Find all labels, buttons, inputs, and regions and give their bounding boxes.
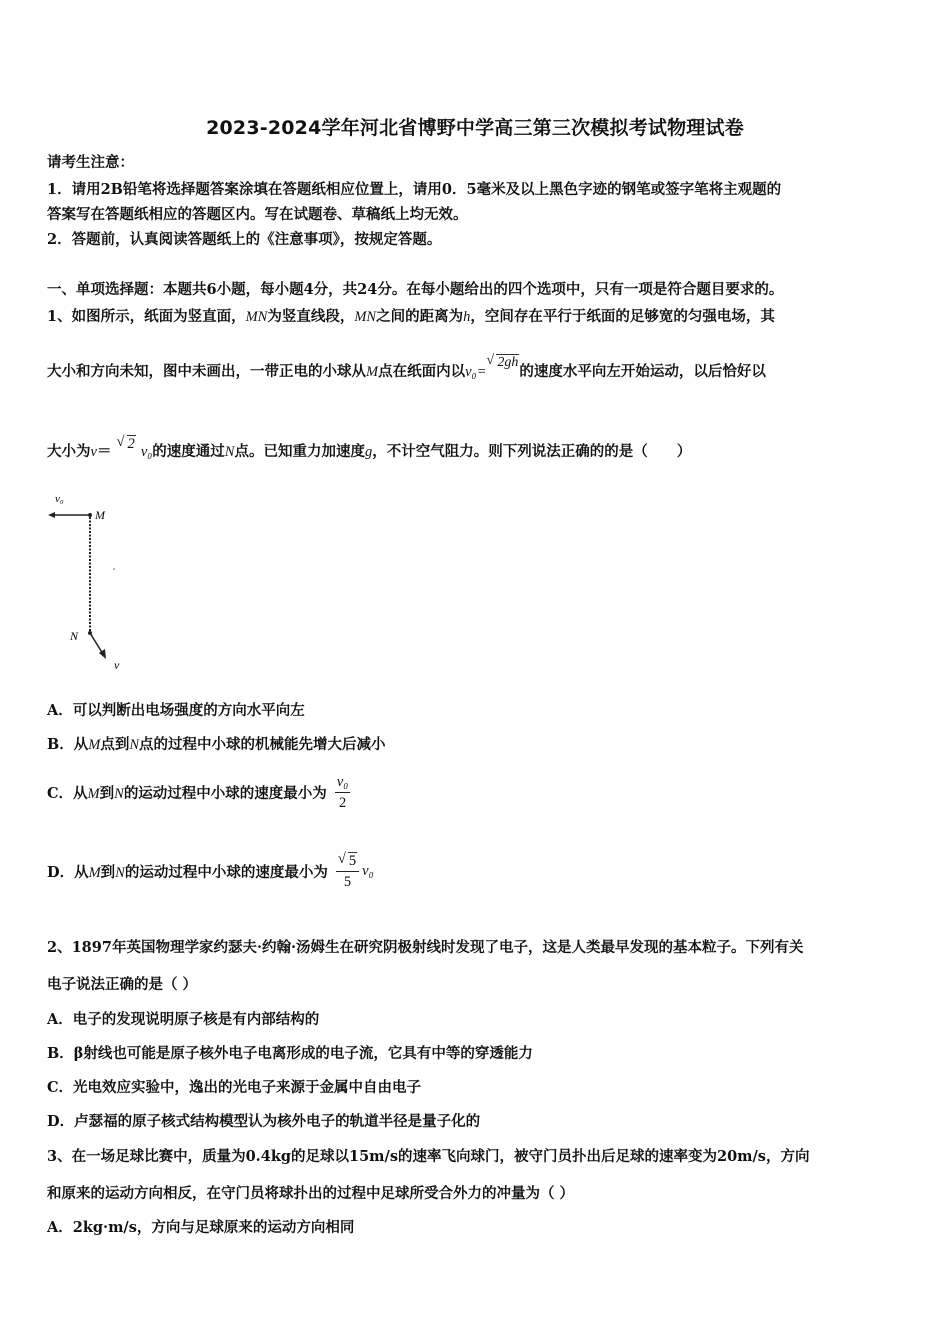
q2-line-2: 电子说法正确的是（ ） bbox=[47, 976, 198, 993]
fraction-sqrt5-over-5: √ $\frac{5}{5}$ bbox=[336, 851, 359, 892]
q1-option-d: D．从M到N的运动过程中小球的速度最小为 √ $\frac{5}{5}$ v₀ bbox=[47, 851, 374, 892]
q1-figure bbox=[40, 488, 140, 678]
q1-line-1: 1、如图所示，纸面为竖直面，MN为竖直线段，MN之间的距离为h，空间存在平行于纸面的足够宽的匀强电场，其 bbox=[47, 308, 775, 325]
notice-line-1b: 答案写在答题纸相应的答题区内。写在试题卷、草稿纸上均无效。 bbox=[47, 206, 468, 223]
fig-v-arrow bbox=[90, 633, 103, 654]
page-title: 2023-2024学年河北省博野中学高三第三次模拟考试物理试卷 bbox=[206, 117, 744, 139]
fig-label-v: v bbox=[114, 658, 120, 672]
section-1-heading: 一、单项选择题：本题共6小题，每小题4分，共24分。在每小题给出的四个选项中，只有一项是符合题目要求的。 bbox=[47, 281, 784, 298]
notice-line-2: 2．答题前，认真阅读答题纸上的《注意事项》，按规定答题。 bbox=[47, 231, 442, 248]
q1-line-3: 大小为v＝ √ 2 v₀的速度通过N点。已知重力加速度g，不计空气阻力。则下列说法正确的的是（ ） bbox=[47, 440, 691, 461]
q1-option-c: C．从M到N的运动过程中小球的速度最小为 $\frac{\text{v₀}}{2}$ bbox=[47, 774, 349, 811]
q2-option-d: D．卢瑟福的原子核式结构模型认为核外电子的轨道半径是量子化的 bbox=[47, 1113, 481, 1130]
fraction-v0-over-2: $\frac{\text{v₀}}{2}$ bbox=[336, 774, 349, 811]
q2-line-1: 2、1897年英国物理学家约瑟夫·约翰·汤姆生在研究阴极射线时发现了电子，这是人类最早发现的基本粒子。下列有关 bbox=[47, 939, 804, 956]
q1-option-a: A．可以判断出电场强度的方向水平向左 bbox=[47, 702, 305, 719]
notice-heading: 请考生注意： bbox=[47, 154, 134, 171]
q1-option-b: B．从M点到N点的过程中小球的机械能先增大后减小 bbox=[47, 736, 386, 753]
q3-line-2: 和原来的运动方向相反，在守门员将球扑出的过程中足球所受合外力的冲量为（ ） bbox=[47, 1185, 575, 1202]
q3-line-1: 3、在一场足球比赛中，质量为0.4kg的足球以15m/s的速率飞向球门，被守门员扑出后足球的速率变为20m/s，方向 bbox=[47, 1148, 810, 1165]
q2-option-a: A．电子的发现说明原子核是有内部结构的 bbox=[47, 1011, 320, 1028]
fig-label-n: N bbox=[70, 629, 79, 643]
q1-line-2: 大小和方向未知，图中未画出，一带正电的小球从M点在纸面内以v₀=√ 2gh的速度水平向左开始运动，以后恰好以 bbox=[47, 360, 766, 381]
q2-option-c: C．光电效应实验中，逸出的光电子来源于金属中自由电子 bbox=[47, 1079, 422, 1096]
notice-line-1a: 1．请用2B铅笔将选择题答案涂填在答题纸相应位置上，请用0．5毫米及以上黑色字迹的钢笔或签字笔将主观题的 bbox=[47, 181, 782, 198]
fig-label-m: M bbox=[95, 508, 105, 522]
sqrt-2: √ 2 bbox=[117, 436, 136, 453]
sqrt-2gh: √ 2gh bbox=[486, 355, 519, 371]
fig-dot bbox=[113, 568, 115, 570]
fig-label-v0: v₀ bbox=[55, 493, 64, 505]
fig-point-m bbox=[88, 513, 92, 517]
fig-v0-arrowhead bbox=[48, 512, 55, 518]
q3-option-a: A．2kg·m/s，方向与足球原来的运动方向相同 bbox=[47, 1219, 355, 1236]
q2-option-b: B．β射线也可能是原子核外电子电离形成的电子流，它具有中等的穿透能力 bbox=[47, 1045, 533, 1062]
